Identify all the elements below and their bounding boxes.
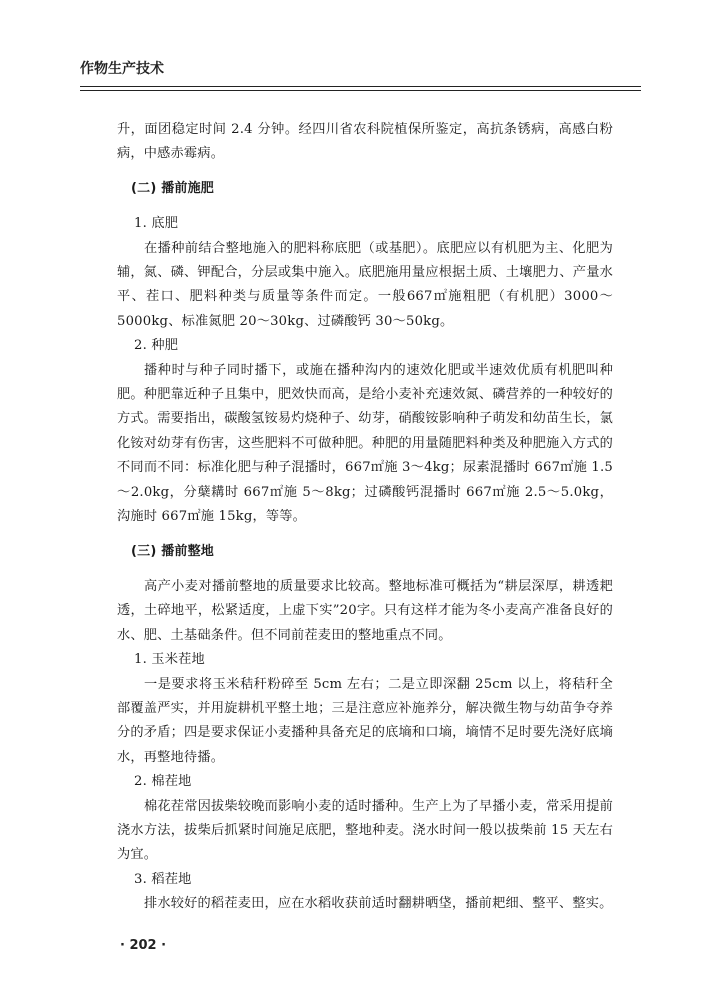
header-rule-thick bbox=[80, 86, 641, 87]
subheading-cotton-stubble: 2. 棉茬地 bbox=[134, 774, 192, 790]
paragraph-rice-stubble: 排水较好的稻茬麦田，应在水稻收获前适时翻耕晒垡，播前耙细、整平、整实。 bbox=[144, 896, 613, 912]
paragraph-land-preparation: 高产小麦对播前整地的质量要求比较高。整地标准可概括为“耕层深厚，耕透耙透，土碎地平，松紧适度，上虚下实”20字。只有这样才能为冬小麦高产准备良好的水、肥、土基础条件。但不同前茬麦田的整地重点不同。 bbox=[117, 578, 613, 643]
subheading-rice-stubble: 3. 稻茬地 bbox=[134, 871, 192, 887]
paragraph-base-fertilizer: 在播种前结合整地施入的肥料称底肥（或基肥）。底肥应以有机肥为主、化肥为辅，氮、磷、钾配合，分层或集中施入。底肥施用量应根据土质、土壤肥力、产量水平、茬口、肥料种类与质量等条件而定。一般667㎡施粗肥（有机肥）3000～5000kg、标准氮肥 20～30kg、过磷酸钙 30～50kg。 bbox=[117, 240, 613, 329]
page-body bbox=[117, 118, 613, 917]
page-number: · 202 · bbox=[120, 938, 167, 953]
section-heading-base-fertilizing: (二) 播前施肥 bbox=[131, 180, 215, 196]
header-rule-thin bbox=[80, 90, 641, 91]
paragraph-variety-summary: 升，面团稳定时间 2.4 分钟。经四川省农科院植保所鉴定，高抗条锈病，高感白粉病，中感赤霉病。 bbox=[117, 122, 613, 162]
section-heading-land-preparation: (三) 播前整地 bbox=[131, 543, 215, 559]
paragraph-seed-fertilizer: 播种时与种子同时播下，或施在播种沟内的速效化肥或半速效优质有机肥叫种肥。种肥靠近种子且集中，肥效快而高，是给小麦补充速效氮、磷营养的一种较好的方式。需要指出，碳酸氢铵易灼烧种子、幼芽，硝酸铵影响种子萌发和幼苗生长，氯化铵对幼芽有伤害，这些肥料不可做种肥。种肥的用量随肥料种类及种肥施入方式的不同而不同：标准化肥与种子混播时，667㎡施 3～4kg；尿素混播时 667㎡施 1.5～2.0kg，分蘖耩时 667㎡施 5～8kg；过磷酸钙混播时 667㎡施 2.5～5.0kg，沟施时 667㎡施 15kg，等等。 bbox=[117, 362, 613, 525]
subheading-corn-stubble: 1. 玉米茬地 bbox=[134, 652, 205, 668]
subheading-seed-fertilizer: 2. 种肥 bbox=[134, 338, 179, 354]
running-header: 作物生产技术 bbox=[80, 61, 164, 77]
subheading-base-fertilizer: 1. 底肥 bbox=[134, 216, 179, 232]
paragraph-corn-stubble: 一是要求将玉米秸秆粉碎至 5cm 左右；二是立即深翻 25cm 以上，将秸秆全部覆盖严实，并用旋耕机平整土地；三是注意应补施养分，解决微生物与幼苗争夺养分的矛盾；四是要求保证小麦播种具备充足的底墒和口墒，墒情不足时要先浇好底墒水，再整地待播。 bbox=[117, 676, 613, 765]
paragraph-cotton-stubble: 棉花茬常因拔柴较晚而影响小麦的适时播种。生产上为了早播小麦，常采用提前浇水方法，拔柴后抓紧时间施足底肥，整地种麦。浇水时间一般以拔柴前 15 天左右为宜。 bbox=[117, 798, 613, 863]
